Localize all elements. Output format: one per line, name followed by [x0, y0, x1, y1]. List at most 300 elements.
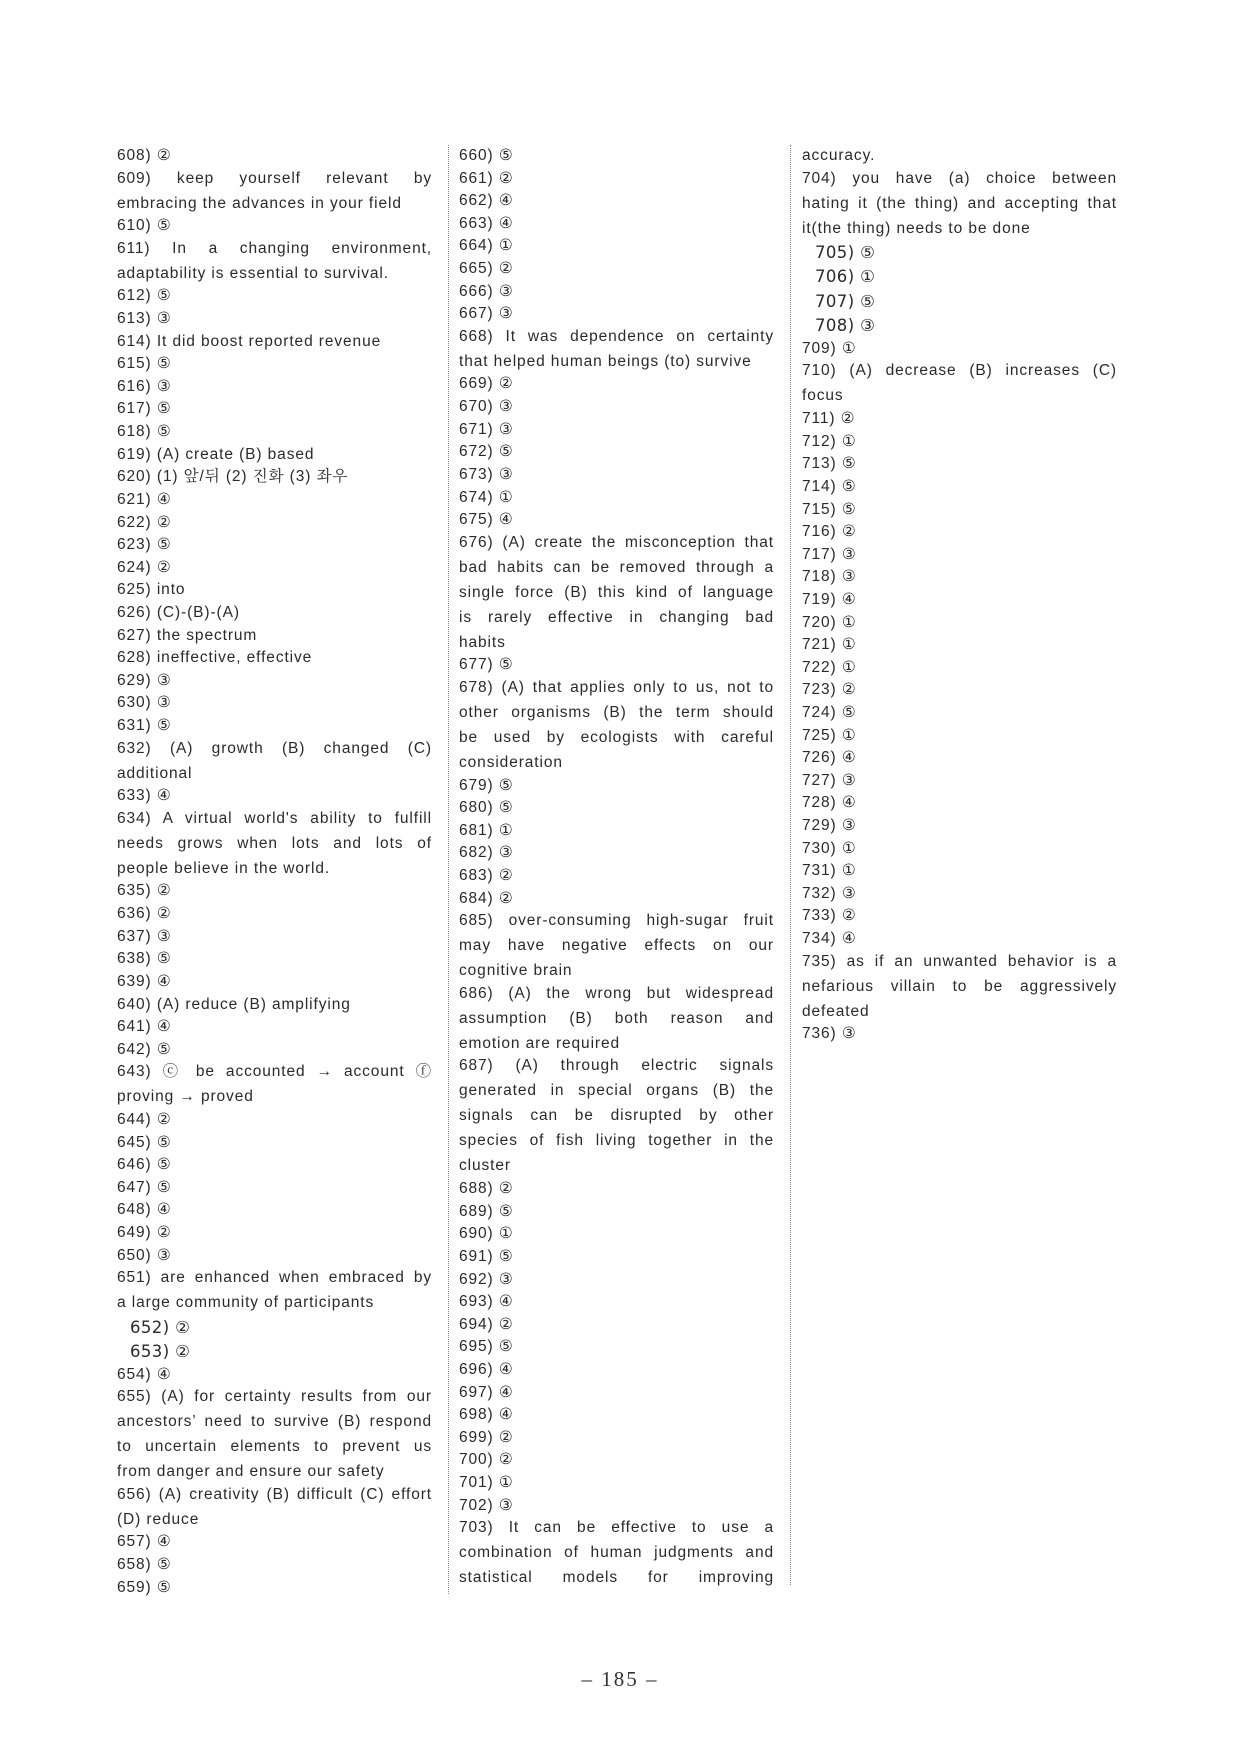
answer-entry [802, 289, 1117, 314]
answer-line: 734) ④ [802, 930, 857, 948]
answer-entry [117, 283, 432, 308]
answer-line: 659) ⑤ [117, 1578, 172, 1596]
answer-entry [802, 903, 1117, 928]
answer-entry [802, 858, 1117, 883]
answer-line: 726) ④ [802, 749, 857, 767]
answer-line: 611) In a changing environment, [117, 239, 432, 257]
answer-line: 718) ③ [802, 568, 857, 586]
answer-line: 631) ⑤ [117, 717, 172, 735]
answer-line: consideration [459, 753, 563, 771]
answer-line: 625) into [117, 581, 186, 599]
answer-entry [117, 1339, 432, 1364]
answer-line: (D) reduce [117, 1510, 200, 1528]
answer-line: 646) ⑤ [117, 1156, 172, 1174]
answer-line: may have negative effects on our [459, 937, 774, 955]
answer-entry [459, 324, 774, 374]
answer-entry [459, 652, 774, 677]
answer-entry [459, 417, 774, 442]
answer-line: 669) ② [459, 375, 514, 393]
answer-line: assumption (B) both reason and [459, 1009, 774, 1027]
answer-line: 622) ② [117, 513, 172, 531]
answer-entry [802, 358, 1117, 408]
answer-line: 715) ⑤ [802, 500, 857, 518]
answer-line: 627) the spectrum [117, 626, 258, 644]
answer-line: 626) (C)-(B)-(A) [117, 603, 240, 621]
answer-entry [802, 474, 1117, 499]
answer-entry [459, 485, 774, 510]
answer-line: 632) (A) growth (B) changed (C) [117, 739, 432, 757]
answer-entry [802, 166, 1117, 241]
answer-entry [459, 1199, 774, 1224]
answer-entry [459, 1493, 774, 1518]
answer-entry [117, 806, 432, 881]
answer-entry [802, 264, 1117, 289]
answer-line: 691) ⑤ [459, 1247, 514, 1265]
answer-line: defeated [802, 1002, 870, 1020]
answer-entry [802, 313, 1117, 338]
answer-entry [802, 429, 1117, 454]
answer-line: 649) ② [117, 1223, 172, 1241]
answer-column-3 [802, 143, 1117, 1046]
answer-entry [117, 969, 432, 994]
answer-line: 675) ④ [459, 511, 514, 529]
answer-line: 720) ① [802, 613, 857, 631]
column-divider [448, 145, 449, 1594]
answer-entry [459, 166, 774, 191]
answer-line: 713) ⑤ [802, 455, 857, 473]
answer-entry [117, 1265, 432, 1315]
answer-line: 641) ④ [117, 1018, 172, 1036]
answer-line: accuracy. [802, 147, 876, 164]
answer-line: 642) ⑤ [117, 1040, 172, 1058]
answer-line: 693) ④ [459, 1293, 514, 1311]
answer-line: 623) ⑤ [117, 536, 172, 554]
answer-line: 707) ⑤ [815, 291, 876, 311]
answer-line: 709) ① [802, 339, 857, 357]
answer-entry [802, 632, 1117, 657]
answer-column-2 [459, 143, 774, 1590]
answer-line: 613) ③ [117, 310, 172, 328]
answer-entry [117, 166, 432, 216]
answer-entry [117, 1315, 432, 1340]
answer-entry [802, 240, 1117, 265]
answer-entry [459, 462, 774, 487]
answer-line: 672) ⑤ [459, 443, 514, 461]
answer-entry [459, 211, 774, 236]
answer-entry [459, 1380, 774, 1405]
answer-line: 660) ⑤ [459, 147, 514, 164]
answer-line: needs grows when lots and lots of [117, 834, 432, 852]
answer-line: 629) ③ [117, 671, 172, 689]
answer-entry [459, 1515, 774, 1590]
answer-entry [459, 1053, 774, 1178]
answer-line: 614) It did boost reported revenue [117, 332, 382, 350]
answer-line: 653) ② [130, 1342, 191, 1362]
answer-entry [117, 901, 432, 926]
answer-line: ancestors’ need to survive (B) respond [117, 1413, 432, 1431]
answer-entry [117, 668, 432, 693]
answer-line: 609) keep yourself relevant by [117, 169, 432, 187]
answer-line: 615) ⑤ [117, 355, 172, 373]
answer-line: signals can be disrupted by other [459, 1107, 774, 1125]
answer-line: 624) ② [117, 558, 172, 576]
answer-line: adaptability is essential to survival. [117, 264, 389, 282]
answer-entry [459, 840, 774, 865]
answer-line: 636) ② [117, 905, 172, 923]
answer-line: 655) (A) for certainty results from our [117, 1388, 432, 1406]
answer-line: 644) ② [117, 1110, 172, 1128]
answer-line: 678) (A) that applies only to us, not to [459, 678, 774, 696]
answer-entry [802, 655, 1117, 680]
answer-entry [117, 1220, 432, 1245]
answer-line: 635) ② [117, 882, 172, 900]
answer-entry [117, 306, 432, 331]
answer-entry [802, 451, 1117, 476]
answer-line: 670) ③ [459, 398, 514, 416]
answer-line: 716) ② [802, 523, 857, 541]
answer-line: 682) ③ [459, 844, 514, 862]
answer-entry [117, 600, 432, 625]
answer-entry [459, 279, 774, 304]
answer-entry [117, 690, 432, 715]
answer-line: 650) ③ [117, 1246, 172, 1264]
answer-entry [802, 813, 1117, 838]
answer-entry [459, 773, 774, 798]
answer-entry [117, 1107, 432, 1132]
answer-entry [459, 1402, 774, 1427]
answer-entry [459, 908, 774, 983]
answer-entry [117, 1059, 432, 1109]
answer-entry [117, 713, 432, 738]
answer-line: 722) ① [802, 658, 857, 676]
answer-line: 667) ③ [459, 305, 514, 323]
answer-entry [459, 886, 774, 911]
answer-line: 662) ④ [459, 192, 514, 210]
answer-entry [459, 256, 774, 281]
answer-line: 708) ③ [815, 316, 876, 336]
answer-line: it(the thing) needs to be done [802, 219, 1031, 237]
answer-entry [117, 878, 432, 903]
answer-entry [459, 371, 774, 396]
answer-line: 732) ③ [802, 884, 857, 902]
answer-entry [117, 396, 432, 421]
answer-line: 680) ⑤ [459, 799, 514, 817]
answer-line: 616) ③ [117, 377, 172, 395]
answer-line: 686) (A) the wrong but widespread [459, 984, 774, 1002]
answer-line: 723) ② [802, 681, 857, 699]
answer-entry [459, 1312, 774, 1337]
answer-line: 679) ⑤ [459, 776, 514, 794]
answer-entry [459, 188, 774, 213]
answer-line: 711) ② [802, 410, 856, 428]
answer-line: 729) ③ [802, 817, 857, 835]
answer-entry [117, 464, 432, 489]
answer-line: 612) ⑤ [117, 287, 172, 305]
answer-entry [459, 530, 774, 655]
answer-line: be used by ecologists with careful [459, 728, 774, 746]
answer-line: 608) ② [117, 147, 172, 164]
answer-entry [117, 1175, 432, 1200]
answer-entry [802, 143, 1117, 168]
answer-entry [802, 336, 1117, 361]
answer-entry [117, 924, 432, 949]
answer-line: is rarely effective in changing bad [459, 608, 774, 626]
answer-entry [117, 1014, 432, 1039]
answer-line: additional [117, 764, 193, 782]
answer-entry [802, 1021, 1117, 1046]
answer-entry [117, 645, 432, 670]
answer-line: 710) (A) decrease (B) increases (C) [802, 362, 1117, 380]
answer-line: 656) (A) creativity (B) difficult (C) effort [117, 1485, 432, 1503]
answer-line: 674) ① [459, 488, 514, 506]
answer-entry [117, 236, 432, 286]
answer-entry [802, 497, 1117, 522]
answer-entry [459, 1357, 774, 1382]
answer-entry [117, 1482, 432, 1532]
answer-line: 638) ⑤ [117, 950, 172, 968]
answer-line: 694) ② [459, 1315, 514, 1333]
answer-line: generated in special organs (B) the [459, 1082, 774, 1100]
answer-entry [802, 768, 1117, 793]
answer-entry [802, 406, 1117, 431]
page-number: – 185 – [581, 1667, 659, 1691]
answer-entry [117, 143, 432, 168]
answer-line: cluster [459, 1157, 511, 1175]
answer-entry [117, 329, 432, 354]
answer-entry [459, 863, 774, 888]
answer-entry [459, 818, 774, 843]
answer-entry [459, 143, 774, 168]
answer-line: 731) ① [802, 862, 857, 880]
answer-entry [117, 1362, 432, 1387]
answer-line: 695) ⑤ [459, 1338, 514, 1356]
answer-line: 630) ③ [117, 694, 172, 712]
answer-line: 610) ⑤ [117, 217, 172, 235]
answer-line: 736) ③ [802, 1025, 857, 1043]
column-divider [790, 145, 791, 1585]
answer-entry [802, 542, 1117, 567]
answer-entry [802, 790, 1117, 815]
answer-line: 688) ② [459, 1180, 514, 1198]
answer-line: 714) ⑤ [802, 477, 857, 495]
answer-line: 666) ③ [459, 282, 514, 300]
answer-line: 652) ② [130, 1317, 191, 1337]
answer-entry [802, 745, 1117, 770]
answer-line: 685) over-consuming high-sugar fruit [459, 912, 774, 930]
answer-line: 728) ④ [802, 794, 857, 812]
answer-entry [117, 623, 432, 648]
answer-line: 648) ④ [117, 1201, 172, 1219]
answer-line: bad habits can be removed through a [459, 558, 774, 576]
answer-entry [117, 487, 432, 512]
answer-entry [459, 1425, 774, 1450]
answer-column-1 [117, 143, 432, 1600]
answer-line: to uncertain elements to prevent us [117, 1438, 432, 1456]
answer-entry [459, 675, 774, 775]
answer-line: 702) ③ [459, 1496, 514, 1514]
answer-line: combination of human judgments and [459, 1544, 774, 1562]
answer-entry [117, 992, 432, 1017]
answer-entry [459, 1221, 774, 1246]
answer-line: 681) ① [459, 821, 514, 839]
answer-entry [802, 700, 1117, 725]
answer-entry [117, 374, 432, 399]
answer-line: 687) (A) through electric signals [459, 1057, 774, 1075]
answer-entry [802, 677, 1117, 702]
answer-line: 700) ② [459, 1451, 514, 1469]
answer-line: 643) ⓒ be accounted → account ⓕ [117, 1063, 432, 1081]
answer-entry [459, 507, 774, 532]
answer-line: emotion are required [459, 1034, 621, 1052]
answer-entry [117, 1037, 432, 1062]
answer-entry [459, 394, 774, 419]
answer-line: from danger and ensure our safety [117, 1463, 385, 1481]
answer-line: 696) ④ [459, 1360, 514, 1378]
answer-entry [117, 946, 432, 971]
answer-entry [459, 1176, 774, 1201]
answer-entry [459, 1334, 774, 1359]
answer-line: 719) ④ [802, 590, 857, 608]
answer-entry [459, 1447, 774, 1472]
answer-entry [117, 510, 432, 535]
answer-entry [459, 439, 774, 464]
answer-entry [802, 564, 1117, 589]
answer-line: 633) ④ [117, 787, 172, 805]
answer-entry [802, 949, 1117, 1024]
answer-entry [117, 351, 432, 376]
answer-line: 640) (A) reduce (B) amplifying [117, 995, 351, 1013]
answer-line: 645) ⑤ [117, 1133, 172, 1151]
answer-entry [802, 723, 1117, 748]
answer-entry [117, 1130, 432, 1155]
answer-line: 683) ② [459, 867, 514, 885]
answer-entry [117, 442, 432, 467]
answer-line: 692) ③ [459, 1270, 514, 1288]
answer-entry [117, 532, 432, 557]
answer-line: 697) ④ [459, 1383, 514, 1401]
answer-line: cognitive brain [459, 962, 573, 980]
answer-line: 676) (A) create the misconception that [459, 533, 774, 551]
answer-entry [117, 577, 432, 602]
answer-entry [117, 1529, 432, 1554]
answer-entry [117, 736, 432, 786]
answer-line: 703) It can be effective to use a [459, 1519, 774, 1537]
answer-line: nefarious villain to be aggressively [802, 977, 1117, 995]
answer-entry [802, 610, 1117, 635]
answer-line: 712) ① [802, 432, 857, 450]
answer-line: 717) ③ [802, 545, 857, 563]
answer-entry [459, 233, 774, 258]
answer-line: 701) ① [459, 1473, 514, 1491]
answer-line: 704) you have (a) choice between [802, 169, 1117, 187]
answer-entry [459, 1289, 774, 1314]
answer-entry [117, 419, 432, 444]
answer-line: 705) ⑤ [815, 243, 876, 263]
answer-line: 647) ⑤ [117, 1178, 172, 1196]
answer-line: embracing the advances in your field [117, 194, 402, 212]
answer-line: statistical models for improving [459, 1569, 774, 1587]
answer-entry [459, 981, 774, 1056]
answer-line: 733) ② [802, 907, 857, 925]
answer-line: 621) ④ [117, 490, 172, 508]
answer-line: 651) are enhanced when embraced by [117, 1269, 432, 1287]
answer-line: single force (B) this kind of language [459, 583, 774, 601]
answer-line: 671) ③ [459, 420, 514, 438]
answer-line: 727) ③ [802, 771, 857, 789]
answer-entry [459, 1267, 774, 1292]
answer-entry [459, 1470, 774, 1495]
answer-entry [459, 301, 774, 326]
answer-entry [802, 587, 1117, 612]
answer-entry [802, 519, 1117, 544]
answer-entry [117, 1552, 432, 1577]
answer-line: species of fish living together in the [459, 1132, 774, 1150]
answer-line: 673) ③ [459, 465, 514, 483]
answer-line: habits [459, 633, 506, 651]
answer-line: proving → proved [117, 1088, 254, 1106]
answer-line: 706) ① [815, 267, 876, 287]
answer-line: 677) ⑤ [459, 656, 514, 674]
answer-line: 698) ④ [459, 1406, 514, 1424]
answer-entry [117, 1384, 432, 1484]
answer-entry [802, 881, 1117, 906]
answer-entry [117, 1152, 432, 1177]
answer-line: people believe in the world. [117, 859, 331, 877]
answer-line: focus [802, 387, 844, 405]
answer-entry [802, 836, 1117, 861]
answer-line: 721) ① [802, 636, 857, 654]
answer-line: 668) It was dependence on certainty [459, 327, 774, 345]
answer-entry [117, 1197, 432, 1222]
answer-line: 657) ④ [117, 1533, 172, 1551]
answer-line: 654) ④ [117, 1365, 172, 1383]
answer-line: 690) ① [459, 1225, 514, 1243]
answer-line: 665) ② [459, 260, 514, 278]
answer-entry [117, 1575, 432, 1600]
answer-line: 725) ① [802, 726, 857, 744]
answer-line: that helped human beings (to) survive [459, 352, 752, 370]
answer-line: 637) ③ [117, 927, 172, 945]
answer-line: a large community of participants [117, 1294, 375, 1312]
answer-entry [117, 213, 432, 238]
answer-entry [117, 1243, 432, 1268]
answer-entry [802, 926, 1117, 951]
answer-entry [459, 795, 774, 820]
answer-line: 663) ④ [459, 214, 514, 232]
answer-line: 699) ② [459, 1428, 514, 1446]
answer-line: 661) ② [459, 169, 514, 187]
answer-line: hating it (the thing) and accepting that [802, 194, 1117, 212]
answer-line: 689) ⑤ [459, 1202, 514, 1220]
answer-line: 617) ⑤ [117, 400, 172, 418]
answer-line: 620) (1) 앞/뒤 (2) 진화 (3) 좌우 [117, 468, 349, 486]
answer-entry [117, 555, 432, 580]
answer-line: 658) ⑤ [117, 1556, 172, 1574]
answer-line: 664) ① [459, 237, 514, 255]
answer-line: 639) ④ [117, 972, 172, 990]
answer-line: 735) as if an unwanted behavior is a [802, 952, 1117, 970]
answer-entry [117, 783, 432, 808]
answer-line: 684) ② [459, 889, 514, 907]
answer-line: 730) ① [802, 839, 857, 857]
answer-line: 618) ⑤ [117, 423, 172, 441]
answer-line: 628) ineffective, effective [117, 649, 313, 667]
answer-line: 634) A virtual world's ability to fulfill [117, 809, 432, 827]
answer-entry [459, 1244, 774, 1269]
answer-line: 724) ⑤ [802, 703, 857, 721]
answer-line: other organisms (B) the term should [459, 703, 774, 721]
answer-line: 619) (A) create (B) based [117, 445, 315, 463]
